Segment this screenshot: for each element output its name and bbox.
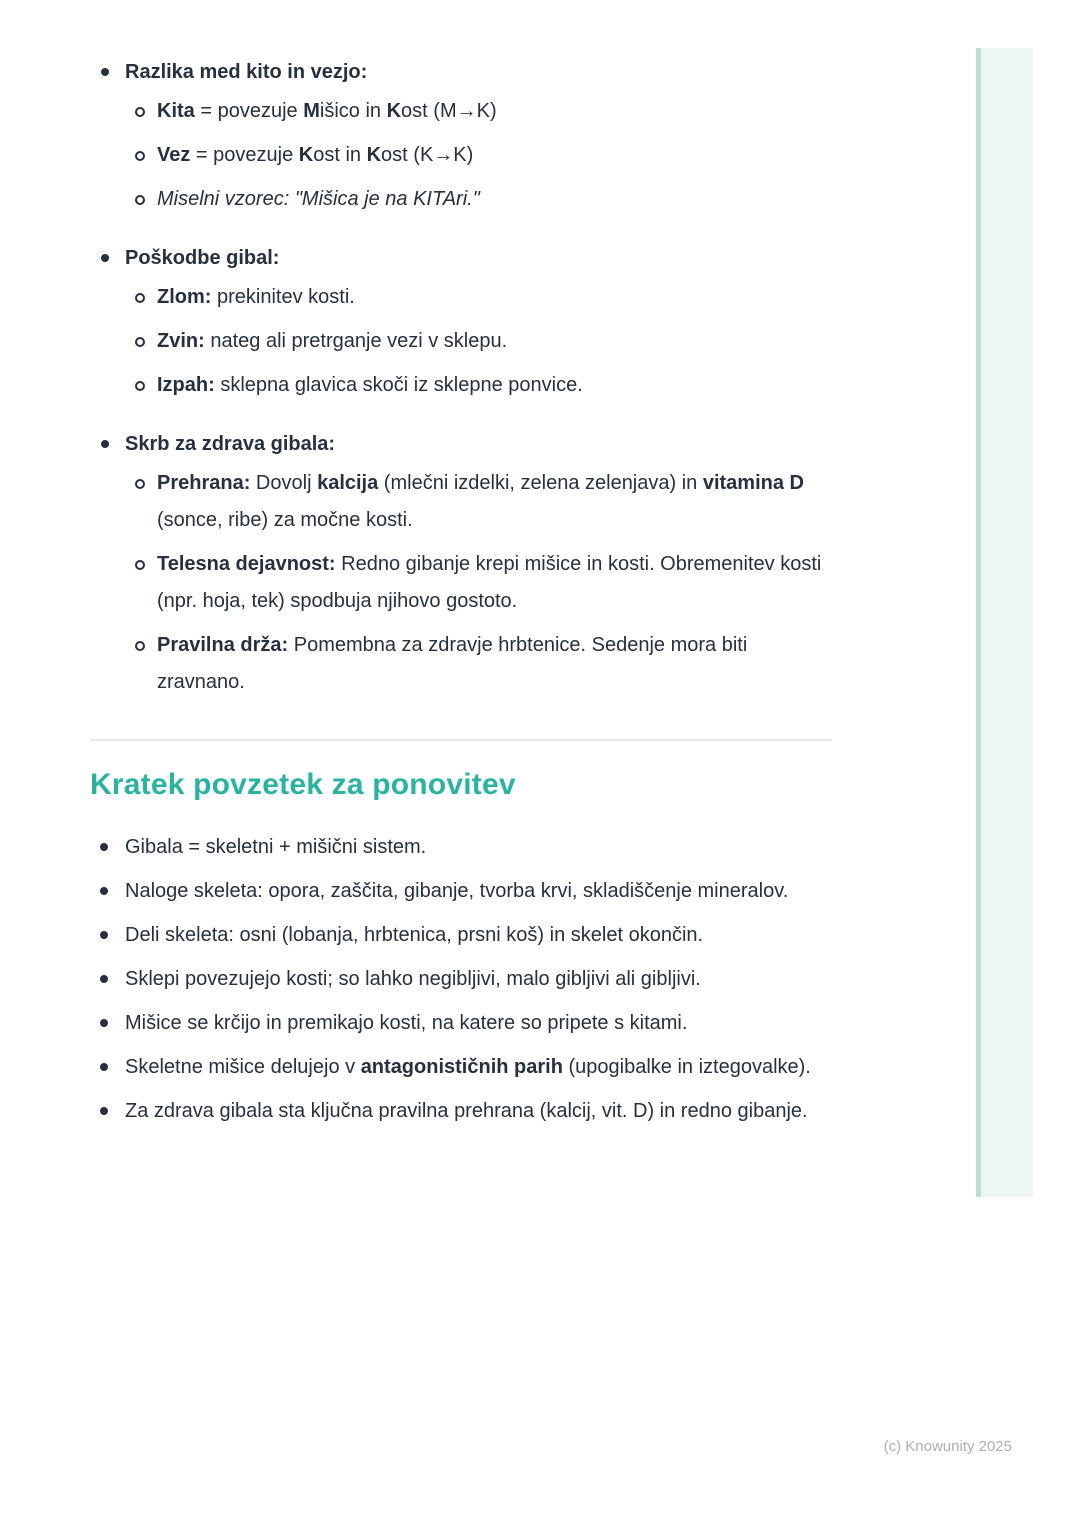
list-item (90, 546, 832, 620)
bullet-icon (100, 931, 108, 939)
section-title: Skrb za zdrava gibala: (125, 433, 336, 455)
list-item (90, 873, 832, 910)
summary-list (90, 829, 832, 1130)
list-item (90, 465, 832, 539)
bullet-icon (100, 1063, 108, 1071)
list-item (90, 829, 832, 866)
divider (90, 739, 832, 741)
circle-bullet-icon (135, 107, 145, 117)
note-section (90, 430, 832, 701)
list-item-text: Kita = povezuje Mišico in Kost (M→K) (157, 100, 497, 122)
list-item-text: Naloge skeleta: opora, zaščita, gibanje, tvorba krvi, skladiščenje mineralov. (125, 880, 789, 902)
list-item (90, 917, 832, 954)
list-item-text: Vez = povezuje Kost in Kost (K→K) (157, 144, 474, 166)
list-item (90, 367, 832, 404)
bullet-icon (100, 843, 108, 851)
section-title: Poškodbe gibal: (125, 247, 280, 269)
side-accent-bar (976, 48, 1033, 1197)
list-item (90, 430, 832, 458)
document-content (90, 48, 832, 1130)
list-item-text: Pravilna drža: Pomembna za zdravje hrbtenice. Sedenje mora biti zravnano. (157, 634, 748, 693)
list-item (90, 181, 832, 218)
bullet-icon (100, 975, 108, 983)
list-item (90, 961, 832, 998)
list-item (90, 244, 832, 272)
bullet-icon (100, 887, 108, 895)
bullet-icon (100, 1019, 108, 1027)
bullet-icon (101, 440, 109, 448)
list-item-text: Prehrana: Dovolj kalcija (mlečni izdelki, zelena zelenjava) in vitamina D (sonce, ribe) za močne kosti. (157, 472, 804, 531)
list-item-text: Mišice se krčijo in premikajo kosti, na katere so pripete s kitami. (125, 1012, 688, 1034)
list-item-text: Za zdrava gibala sta ključna pravilna prehrana (kalcij, vit. D) in redno gibanje. (125, 1100, 808, 1122)
circle-bullet-icon (135, 195, 145, 205)
list-item (90, 627, 832, 701)
summary-heading: Kratek povzetek za ponovitev (90, 768, 516, 801)
section-title: Razlika med kito in vezjo: (125, 61, 368, 83)
list-item (90, 279, 832, 316)
note-section (90, 244, 832, 404)
list-item-text: Miselni vzorec: "Mišica je na KITAri." (157, 188, 480, 210)
list-item (90, 1049, 832, 1086)
circle-bullet-icon (135, 381, 145, 391)
bullet-icon (101, 68, 109, 76)
bullet-icon (100, 1107, 108, 1115)
circle-bullet-icon (135, 293, 145, 303)
list-item-text: Izpah: sklepna glavica skoči iz sklepne ponvice. (157, 374, 583, 396)
list-item-text: Sklepi povezujejo kosti; so lahko negibljivi, malo gibljivi ali gibljivi. (125, 968, 701, 990)
list-item (90, 93, 832, 130)
circle-bullet-icon (135, 560, 145, 570)
list-item-text: Gibala = skeletni + mišični sistem. (125, 836, 427, 858)
circle-bullet-icon (135, 479, 145, 489)
list-item-text: Skeletne mišice delujejo v antagonističnih parih (upogibalke in iztegovalke). (125, 1056, 811, 1078)
list-item (90, 137, 832, 174)
list-item-text: Telesna dejavnost: Redno gibanje krepi mišice in kosti. Obremenitev kosti (npr. hoja, tek) spodbuja njihovo gostoto. (157, 553, 822, 612)
footer-copyright: (c) Knowunity 2025 (883, 1438, 1012, 1455)
list-item-text: Deli skeleta: osni (lobanja, hrbtenica, prsni koš) in skelet okončin. (125, 924, 704, 946)
list-item-text: Zlom: prekinitev kosti. (157, 286, 355, 308)
circle-bullet-icon (135, 151, 145, 161)
circle-bullet-icon (135, 337, 145, 347)
list-item (90, 1005, 832, 1042)
list-item (90, 323, 832, 360)
list-item (90, 58, 832, 86)
list-item (90, 1093, 832, 1130)
circle-bullet-icon (135, 641, 145, 651)
note-section (90, 58, 832, 218)
bullet-icon (101, 254, 109, 262)
list-item-text: Zvin: nateg ali pretrganje vezi v sklepu. (157, 330, 508, 352)
